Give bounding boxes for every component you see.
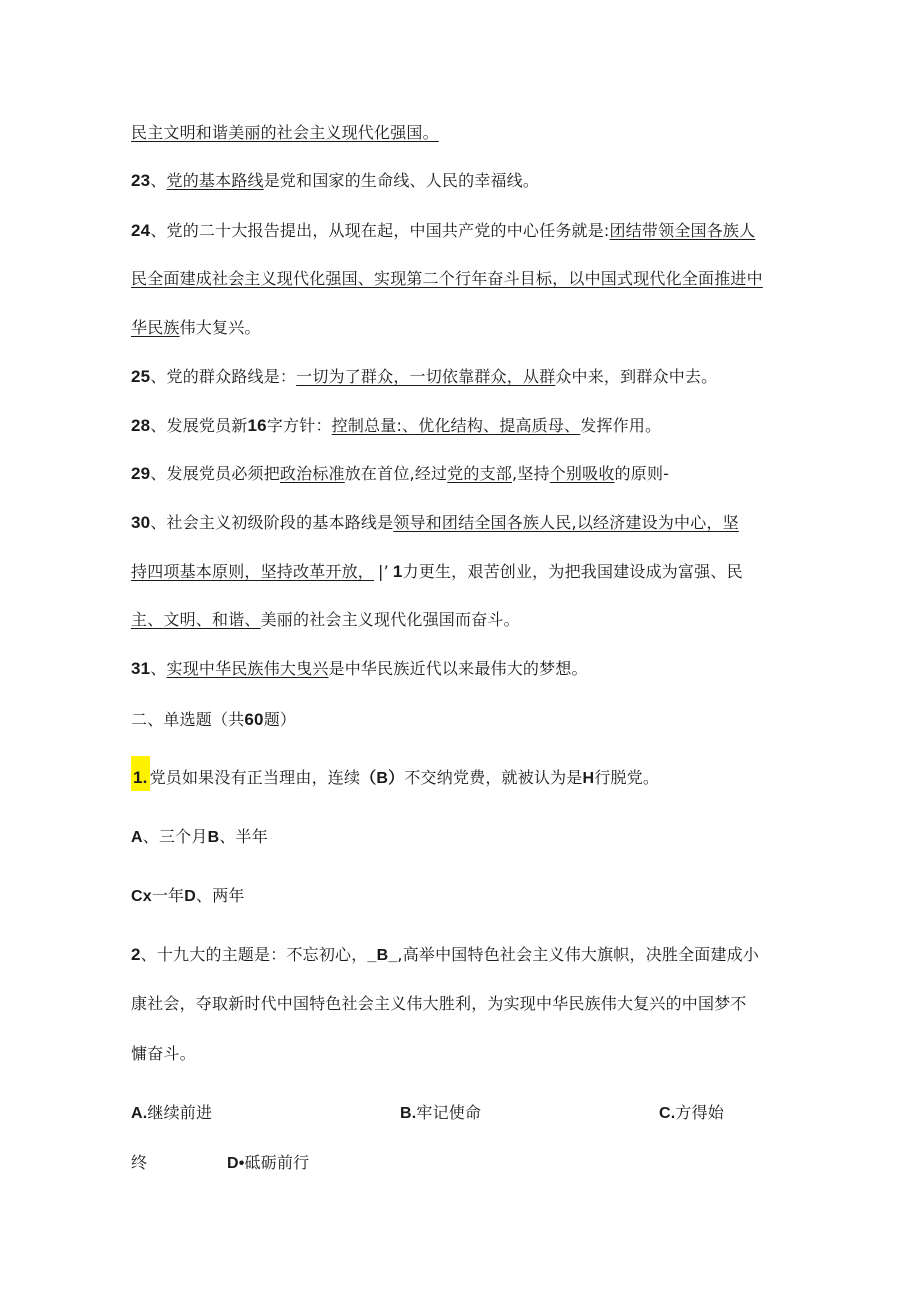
option-b-label: B.	[400, 1105, 417, 1122]
underlined-text: 主、文明、和谐、	[131, 610, 261, 629]
question-2	[131, 944, 759, 967]
underlined-text: 个别吸收	[549, 464, 615, 483]
separator: 、	[150, 367, 167, 386]
text: 众中来，到群众中去。	[555, 367, 718, 386]
text: 的原则-	[614, 464, 670, 483]
question-1-options-ab	[131, 826, 268, 849]
separator: 、	[150, 513, 167, 532]
question-1-options-cd	[131, 885, 245, 908]
text: 党员如果没有正当理由，连续	[149, 768, 361, 787]
item-31	[131, 658, 588, 680]
item-30	[131, 512, 739, 534]
option-c-label: Cx	[131, 888, 152, 905]
option-d-label: D	[184, 888, 197, 905]
text: 题）	[263, 710, 297, 729]
item-29	[131, 463, 669, 485]
text: 社会主义初级阶段的基本路线是	[166, 513, 394, 532]
text: 慵奋斗。	[131, 1044, 196, 1063]
text: 放在首位,经过	[344, 464, 448, 483]
text: 是中华民族近代以来最伟大的梦想。	[328, 659, 588, 678]
option-d-label: D•	[227, 1155, 245, 1172]
question-2-option-c	[659, 1102, 724, 1125]
text: 发挥作用。	[580, 416, 662, 435]
separator: 、	[150, 659, 167, 678]
question-number: 2	[131, 945, 141, 964]
underlined-text: 团结带领全国各族人	[609, 221, 756, 240]
option-b-text: 、半年	[219, 827, 268, 846]
text: |’	[378, 562, 389, 581]
text: 美丽的社会主义现代化强国而奋斗。	[260, 610, 520, 629]
option-b-label: B	[207, 829, 220, 846]
item-24-line2	[131, 268, 763, 290]
item-number: 23	[131, 171, 151, 190]
question-2-option-b	[400, 1102, 481, 1125]
text: 党的二十大报告提出，从现在起，中国共产党的中心任务就是:	[166, 221, 610, 240]
item-number: 24	[131, 221, 151, 240]
item-30-line3	[131, 609, 520, 631]
option-b-text: 牢记使命	[416, 1103, 482, 1122]
option-a-text: 继续前进	[147, 1103, 213, 1122]
text: 发展党员新	[166, 416, 248, 435]
underlined-text: 一切为了群众，一切依靠群众，从群	[296, 367, 556, 386]
option-a-label: A	[131, 829, 143, 846]
underlined-text: 党的基本路线	[166, 171, 264, 190]
option-c-label: C.	[659, 1105, 676, 1122]
text: 康社会，夺取新时代中国特色社会主义伟大胜利，为实现中华民族伟大复兴的中国梦不	[131, 994, 747, 1013]
question-2-option-a	[131, 1102, 212, 1125]
bold-number: 1	[392, 562, 403, 581]
item-24	[131, 220, 755, 242]
separator: 、	[150, 171, 167, 190]
text: ,高举中国特色社会主义伟大旗帜，决胜全面建成小	[397, 945, 760, 964]
bold-number: 60	[244, 710, 264, 729]
item-30-line2	[131, 561, 743, 583]
underlined-text: 民主文明和谐美丽的社会主义现代化强国。	[131, 123, 439, 142]
option-c-text: 方得始	[675, 1103, 725, 1122]
question-1	[131, 767, 659, 790]
item-number: 29	[131, 464, 151, 483]
option-d-text: 、两年	[196, 886, 245, 905]
underlined-text: 控制总量:、优化结构、提高质母、	[331, 416, 581, 435]
section-title	[131, 709, 296, 731]
text-line	[131, 122, 439, 144]
item-number: 28	[131, 416, 151, 435]
question-2-line2	[131, 993, 747, 1015]
text: ,坚持	[512, 464, 550, 483]
text: 二、单选题（共	[131, 710, 245, 729]
text: 、十九大的主题是：不忘初心，	[140, 945, 368, 964]
item-24-line3	[131, 317, 261, 339]
text: 是党和国家的生命线、人民的幸福线。	[263, 171, 540, 190]
item-25	[131, 366, 717, 388]
option-a-text: 、三个月	[142, 827, 208, 846]
underlined-text: 党的支部	[447, 464, 513, 483]
item-28	[131, 415, 661, 437]
answer-paren: （B）	[360, 770, 405, 787]
underlined-text: 持四项基本原则，坚持改革开放，	[131, 562, 375, 581]
bold-letter: H	[582, 770, 595, 787]
item-number: 25	[131, 367, 151, 386]
option-a-label: A.	[131, 1105, 148, 1122]
text: 发展党员必须把	[166, 464, 280, 483]
question-number-highlighted: 1.	[131, 756, 150, 791]
separator: 、	[150, 221, 167, 240]
item-number: 31	[131, 659, 151, 678]
question-2-option-c-cont	[131, 1152, 147, 1174]
separator: 、	[150, 416, 167, 435]
answer-blank: _B_	[367, 947, 398, 964]
item-number: 30	[131, 513, 151, 532]
bold-number: 16	[247, 416, 267, 435]
underlined-text: 领导和团结全国各族人民,以经济建设为中心，坚	[393, 513, 739, 532]
text: 字方针：	[266, 416, 332, 435]
separator: 、	[150, 464, 167, 483]
option-c-text-continued: 终	[131, 1153, 148, 1172]
option-c-text: 一年	[151, 886, 185, 905]
option-d-text: 砥砺前行	[244, 1153, 310, 1172]
question-2-line3	[131, 1043, 196, 1065]
question-2-option-d	[227, 1152, 309, 1175]
underlined-text: 华民族	[131, 318, 180, 337]
underlined-text: 政治标准	[279, 464, 345, 483]
underlined-text: 实现中华民族伟大曳兴	[166, 659, 329, 678]
text: 行脱党。	[594, 768, 660, 787]
text: 力更生，艰苦创业，为把我国建设成为富强、民	[402, 562, 743, 581]
item-23	[131, 170, 539, 192]
underlined-text: 民全面建成社会主义现代化强国、实现第二个行年奋斗目标，以中国式现代化全面推进中	[131, 269, 763, 288]
text: 伟大复兴。	[179, 318, 261, 337]
text: 党的群众路线是：	[166, 367, 297, 386]
text: 不交纳党费，就被认为是	[404, 768, 583, 787]
